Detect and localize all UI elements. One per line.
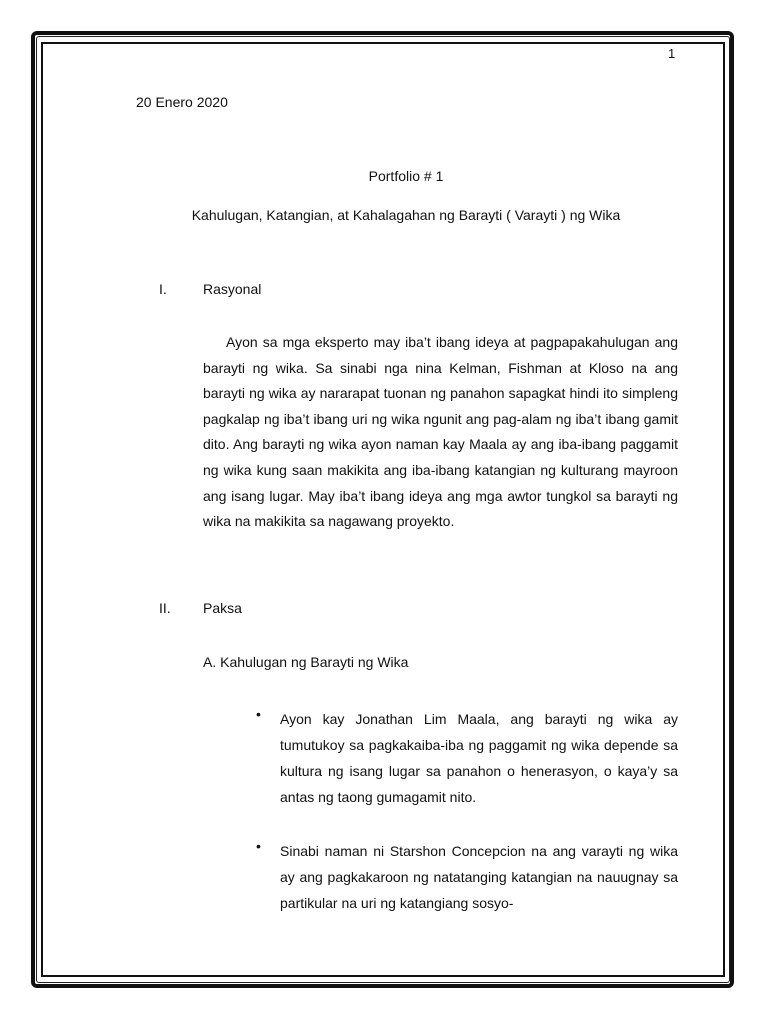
document-subtitle: Kahulugan, Katangian, at Kahalagahan ng Barayti ( Varayti ) ng Wika [191,207,621,223]
document-date: 20 Enero 2020 [136,94,228,110]
bullet-item-1: Ayon kay Jonathan Lim Maala, ang barayti ng wika ay tumutukoy sa pagkakaiba-iba ng paggamit ng wika depende sa kultura ng isang lugar sa panahon o henerasyon, o kaya’y sa antas ng taong gumagamit nito. [280,711,678,805]
section-2-title: Paksa [203,600,242,616]
bullet-icon: • [256,838,261,854]
page-number: 1 [668,46,676,61]
section-1-title: Rasyonal [203,281,262,297]
section-1-paragraph: Ayon sa mga eksperto may iba’t ibang ideya at pagpapakahulugan ang barayti ng wika. Sa sinabi nga nina Kelman, Fishman at Kloso na ang barayti ng wika ay nararapat tuonan ng panahon sapagkat hindi ito simpleng pagkalap ng iba’t ibang uri ng wika ngunit ang pag-alam ng iba’t ibang gamit dito. Ang barayti ng wika ayon naman kay Maala ay ang iba-ibang paggamit ng wika kung saan makikita ang iba-ibang katangian ng kulturang mayroon ang isang lugar. May iba’t ibang ideya ang mga awtor tungkol sa barayti ng wika na makikita sa nagawang proyekto. [203,334,678,530]
section-2-numeral: II. [159,600,171,616]
document-title: Portfolio # 1 [368,168,444,184]
section-1-numeral: I. [159,281,167,297]
bullet-icon: • [256,706,261,722]
subsection-a-heading: A. Kahulugan ng Barayti ng Wika [203,654,409,670]
bullet-item-2: Sinabi naman ni Starshon Concepcion na ang varayti ng wika ay ang pagkakaroon ng natatanging katangian na nauugnay sa partikular na uri ng katangiang sosyo- [280,843,678,911]
